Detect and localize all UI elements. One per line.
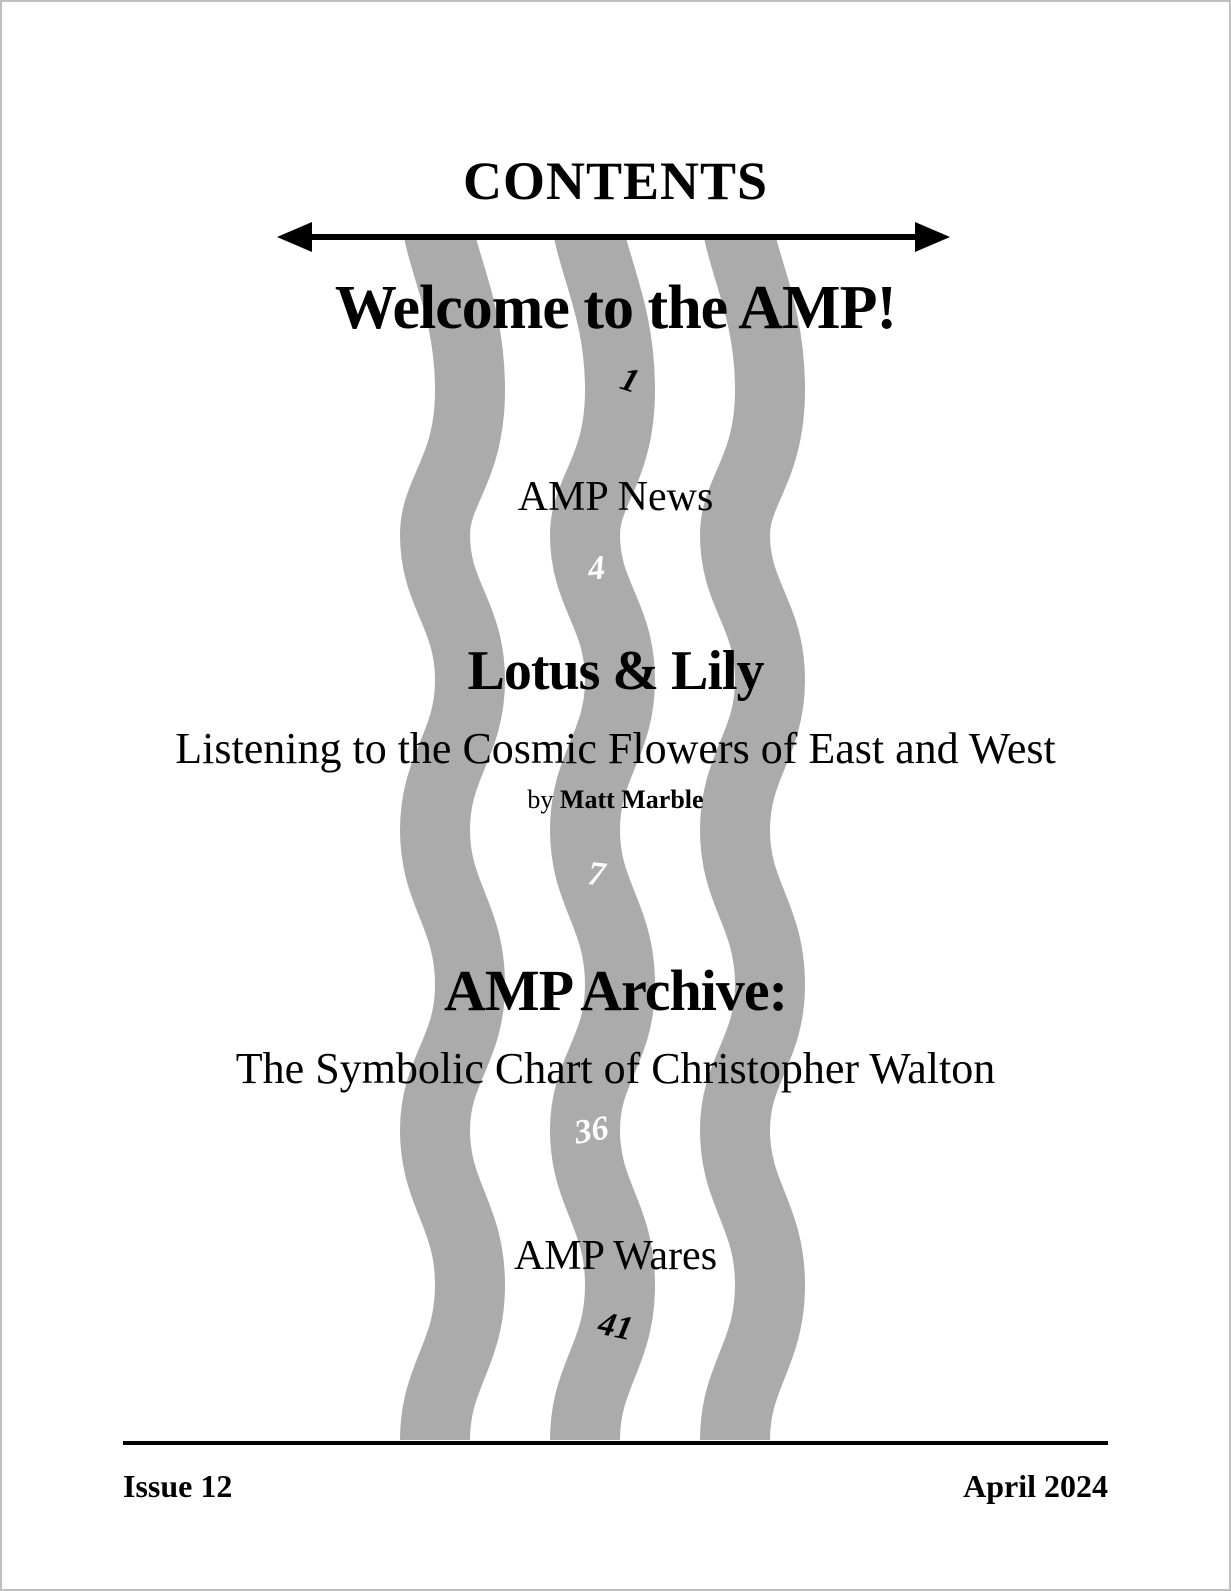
entry-page-amp-archive: 36 bbox=[571, 1109, 612, 1152]
entry-title-amp-news: AMP News bbox=[517, 474, 714, 520]
entry-page-lotus-lily: 7 bbox=[586, 855, 607, 894]
entry-title-amp-archive: AMP Archive: bbox=[444, 958, 787, 1023]
entry-subtitle-lotus-lily: Listening to the Cosmic Flowers of East and West bbox=[175, 724, 1056, 773]
contents-heading: CONTENTS bbox=[462, 151, 769, 211]
issue-number: Issue 12 bbox=[123, 1468, 233, 1504]
entry-subtitle-amp-archive: The Symbolic Chart of Christopher Walton bbox=[235, 1044, 996, 1093]
entry-page-welcome: 1 bbox=[615, 360, 644, 401]
arrow-right-icon bbox=[915, 222, 950, 252]
entry-page-amp-news: 4 bbox=[586, 549, 607, 588]
entry-title-welcome: Welcome to the AMP! bbox=[334, 274, 897, 342]
author-name: Matt Marble bbox=[559, 785, 704, 814]
arrow-left-icon bbox=[277, 222, 312, 252]
byline-prefix: by bbox=[527, 785, 554, 814]
entry-byline-lotus-lily bbox=[0, 787, 1231, 813]
entry-title-lotus-lily: Lotus & Lily bbox=[467, 640, 764, 702]
entry-title-amp-wares: AMP Wares bbox=[513, 1233, 718, 1279]
issue-date: April 2024 bbox=[963, 1468, 1108, 1504]
entry-page-amp-wares: 41 bbox=[595, 1304, 637, 1349]
